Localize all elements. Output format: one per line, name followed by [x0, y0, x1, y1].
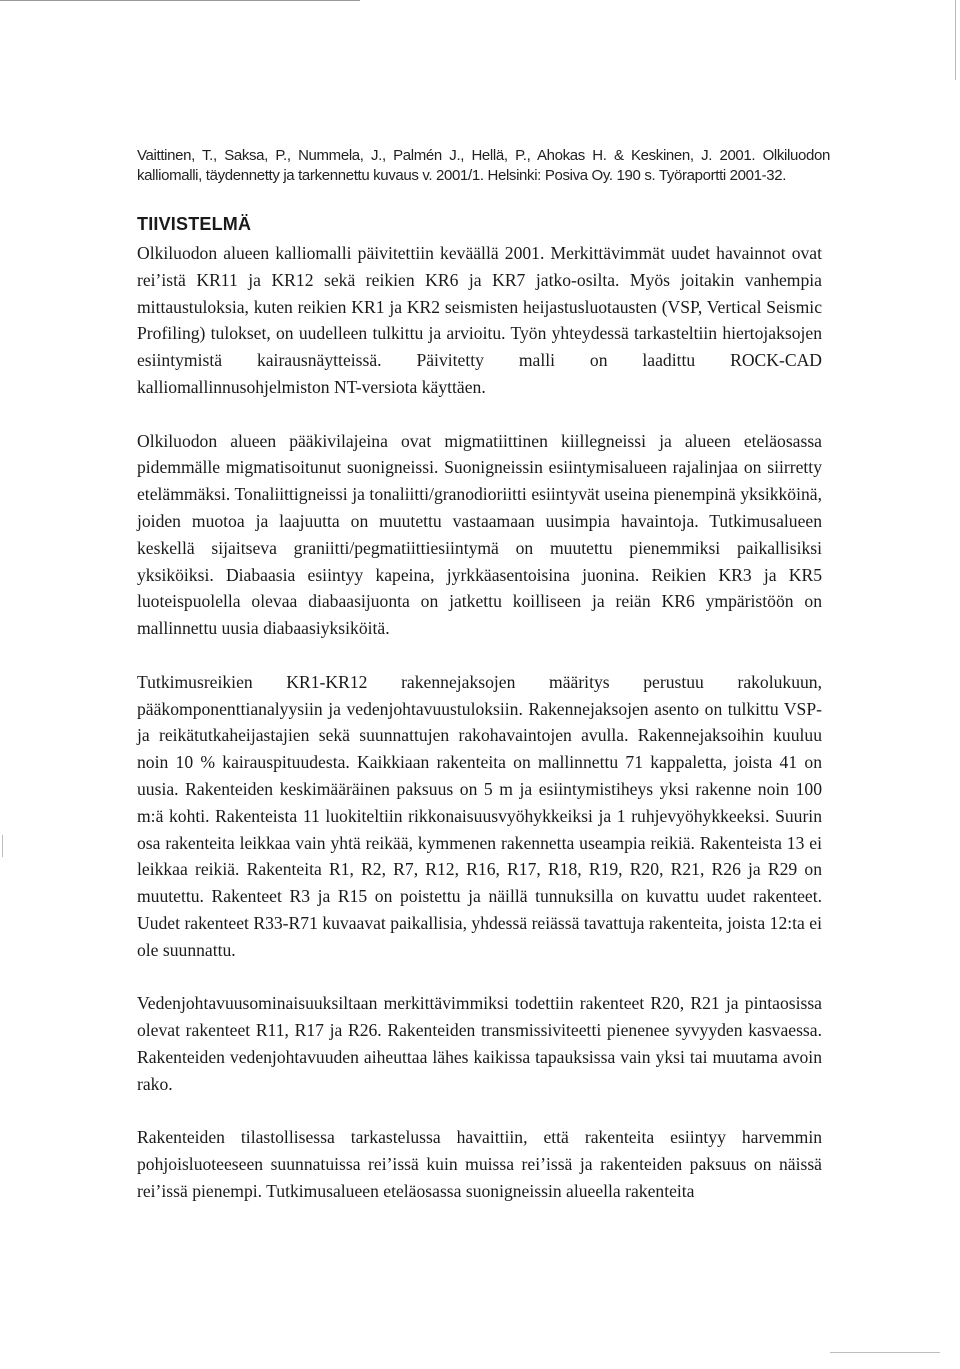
bibliographic-citation: Vaittinen, T., Saksa, P., Nummela, J., Palmén J., Hellä, P., Ahokas H. & Keskinen, J. 2001. Olkiluodon kalliomalli, täydennetty ja tarkennettu kuvaus v. 2001/1. Helsinki: Posiva Oy. 190 s. Työraportti 2001-32. [137, 147, 830, 184]
abstract-body [137, 240, 822, 1231]
abstract-paragraph: Vedenjohtavuusominaisuuksiltaan merkittävimmiksi todettiin rakenteet R20, R21 ja pintaosissa olevat rakenteet R11, R17 ja R26. Rakenteiden transmissiviteetti pienenee syvyyden kasvaessa. Rakenteiden vedenjohtavuuden aiheuttaa lähes kaikissa tapauksissa vain yksi tai muutama avoin rako. [137, 993, 822, 1094]
abstract-paragraph: Tutkimusreikien KR1-KR12 rakennejaksojen määritys perustuu rakolukuun, pääkomponenttianalyysiin ja vedenjohtavuustuloksiin. Rakennejaksojen asento on tulkittu VSP- ja reikätutkaheijastajien sekä suunnattujen rakohavaintojen avulla. Rakennejaksoihin kuuluu noin 10 % kairauspituudesta. Kaikkiaan rakenteita on mallinnettu 71 kappaletta, joista 41 on uusia. Rakenteiden keskimääräinen paksuus on 5 m ja esiintymistiheys yksi rakenne noin 100 m:ä kohti. Rakenteista 11 luokiteltiin rikkonaisuusvyöhykkeiksi ja 1 ruhjevyöhykkeeksi. Suurin osa rakenteita leikkaa vain yhtä reikää, kymmenen rakennetta useampia reikiä. Rakenteista 13 ei leikkaa reikiä. Rakenteita R1, R2, R7, R12, R16, R17, R18, R19, R20, R21, R26 ja R29 on muutettu. Rakenteet R3 ja R15 on poistettu ja näillä tunnuksilla on kuvattu uudet rakenteet. Uudet rakenteet R33-R71 kuvaavat paikallisia, yhdessä reiässä tavattuja rakenteita, joista 12:ta ei ole suunnattu. [137, 671, 822, 960]
scan-edge-mark [830, 1352, 940, 1353]
abstract-paragraph: Olkiluodon alueen kalliomalli päivitettiin keväällä 2001. Merkittävimmät uudet havainnot ovat rei’istä KR11 ja KR12 sekä reikien KR6 ja KR7 jatko-osilta. Myös joitakin vanhempia mittaustuloksia, kuten reikien KR1 ja KR2 seismisten heijastusluotausten (VSP, Vertical Seismic Profiling) tulokset, on uudelleen tulkittu ja arvioitu. Työn yhteydessä tarkasteltiin hiertojaksojen esiintymistä kairausnäytteissä. Päivitetty malli on laadittu ROCK-CAD kalliomallinnusohjelmiston NT-versiota käyttäen. [137, 243, 822, 397]
abstract-paragraph: Olkiluodon alueen pääkivilajeina ovat migmatiittinen kiillegneissi ja alueen eteläosassa pidemmälle migmatisoitunut suonigneissi. Suonigneissin esiintymisalueen rajalinjaa on siirretty etelämmäksi. Tonaliittigneissi ja tonaliitti/granodioriitti esiintyvät useina pienempinä yksikköinä, joiden muotoa ja laajuutta on muutettu vastaamaan uusimpia havaintoja. Tutkimusalueen keskellä sijaitseva graniitti/pegmatiittiesiintymä on muutettu pienemmiksi paikallisiksi yksiköiksi. Diabaasia esiintyy kapeina, jyrkkäasentoisina juonina. Reikien KR3 ja KR5 luoteispuolella olevaa diabaasijuonta on jatkettu koilliseen ja reiän KR6 ympäristöön on mallinnettu uusia diabaasiyksiköitä. [137, 430, 822, 639]
scan-edge-mark [2, 835, 3, 857]
scan-edge-mark [0, 0, 360, 1]
abstract-paragraph: Rakenteiden tilastollisessa tarkastelussa havaittiin, että rakenteita esiintyy harvemmin pohjoisluoteeseen suunnatuissa rei’issä kuin muissa rei’issä ja rakenteiden paksuus on näissä rei’issä pienempi. Tutkimusalueen eteläosassa suonigneissin alueella rakenteita [137, 1127, 822, 1201]
section-heading: TIIVISTELMÄ [137, 214, 252, 234]
scan-edge-mark [955, 0, 956, 80]
